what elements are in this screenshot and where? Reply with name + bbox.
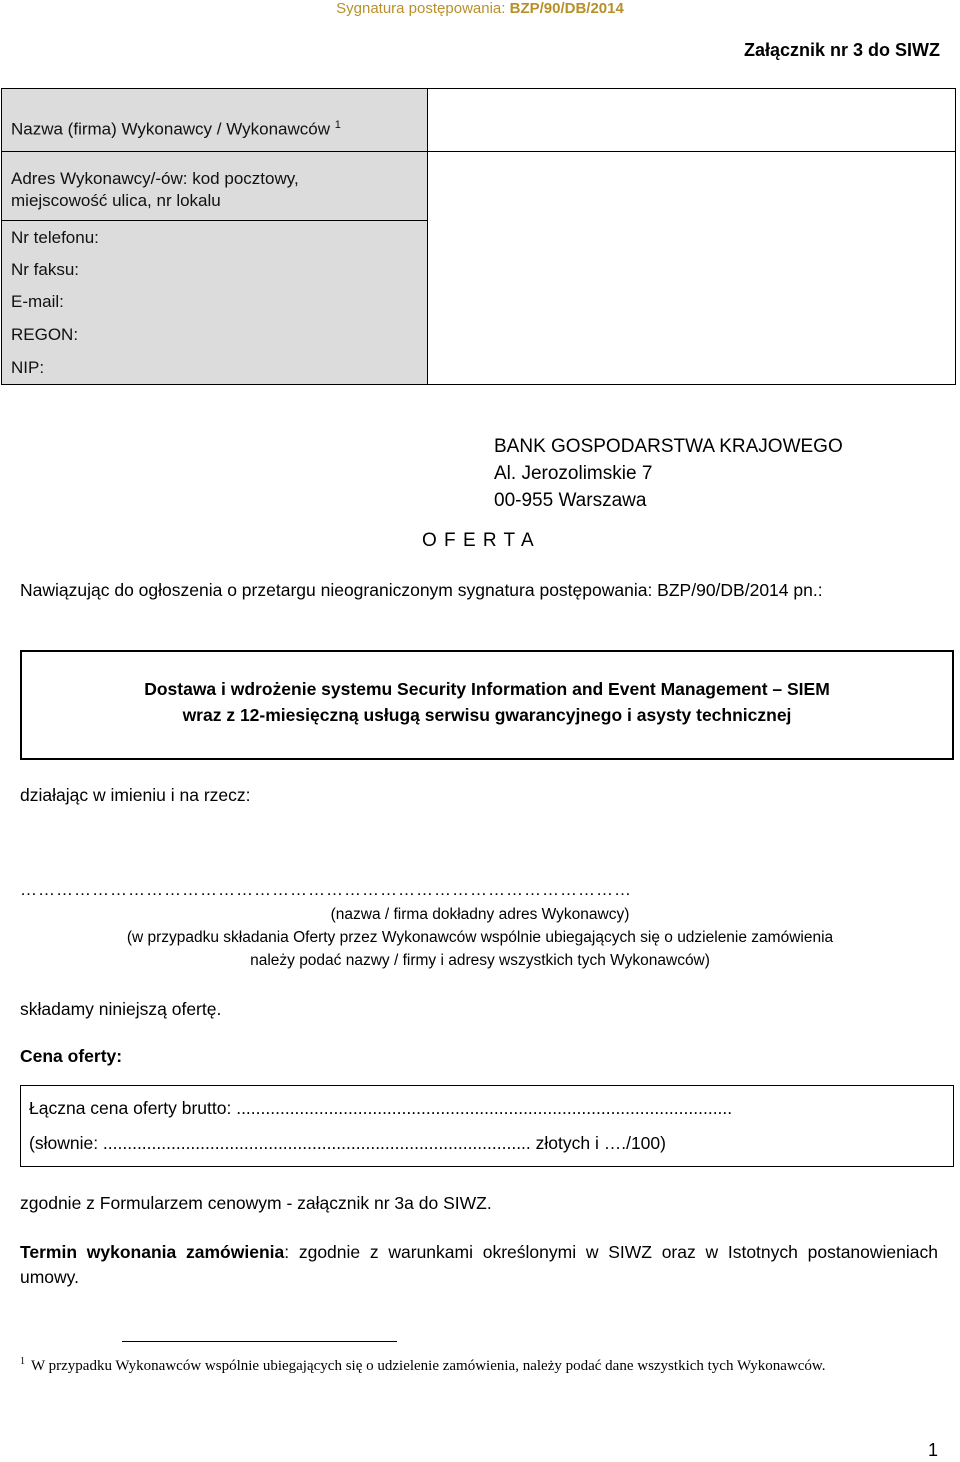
term-heading: Termin wykonania zamówienia: [20, 1242, 285, 1262]
footnote-ref: 1: [334, 119, 341, 131]
price-box: [20, 1085, 954, 1167]
recipient-city: 00-955 Warszawa: [494, 490, 647, 511]
case-signature: [0, 0, 960, 17]
email-label: E-mail:: [11, 292, 64, 311]
row-divider: [2, 151, 955, 152]
contractor-name-label: Nazwa (firma) Wykonawcy / Wykonawców $^1$: [11, 119, 341, 139]
contractor-name-fill-line[interactable]: …………………………………………………………………………………………: [20, 880, 632, 899]
nip-label: NIP:: [11, 358, 45, 377]
fax-label: Nr faksu:: [11, 260, 80, 279]
footnote-number: 1: [20, 1356, 25, 1367]
phone-label: Nr telefonu:: [11, 228, 99, 247]
recipient-street: Al. Jerozolimskie 7: [494, 463, 653, 484]
footnote-separator: [122, 1341, 397, 1342]
annex-title: Załącznik nr 3 do SIWZ: [743, 40, 940, 60]
contractor-name-note: [0, 903, 960, 972]
price-form-reference: zgodnie z Formularzem cenowym - załącznik nr 3a do SIWZ.: [20, 1193, 492, 1213]
price-in-words-field[interactable]: (słownie: ........................................................................................ złotych i …./100): [29, 1133, 666, 1153]
intro-paragraph: Nawiązując do ogłoszenia o przetargu nieograniczonym sygnatura postępowania: BZP/90/DB/2014 pn.:: [20, 580, 823, 600]
acting-on-behalf: działając w imieniu i na rzecz:: [20, 785, 251, 805]
recipient-address: [494, 433, 843, 514]
submit-statement: składamy niniejszą ofertę.: [20, 999, 222, 1019]
address-label-line2: miejscowość ulica, nr lokalu: [11, 191, 221, 210]
contract-subject-box: [20, 650, 954, 760]
footnote: [20, 1351, 945, 1377]
completion-term: [20, 1240, 938, 1290]
subject-line-2: wraz z 12-miesięczną usługą serwisu gwarancyjnego i asysty technicznej: [182, 705, 792, 725]
signature-prefix: Sygnatura postępowania:: [336, 0, 506, 17]
price-heading: Cena oferty:: [20, 1046, 123, 1066]
contractor-details-table: [1, 88, 956, 385]
offer-title: O F E R T A: [422, 530, 535, 551]
term-text: : zgodnie z warunkami określonymi w SIWZ oraz w Istotnych postanowieniach umowy.: [20, 1242, 938, 1287]
name-note-line-3: należy podać nazwy / firmy i adresy wszystkich tych Wykonawców): [250, 952, 710, 969]
page-number: 1: [927, 1440, 938, 1460]
total-price-field[interactable]: Łączna cena oferty brutto: ......................................................................................................: [29, 1098, 733, 1118]
footnote-text: W przypadku Wykonawców wspólnie ubiegających się o udzielenie zamówienia, należy podać dane wszystkich tych Wykonawców.: [31, 1358, 826, 1374]
signature-code: BZP/90/DB/2014: [509, 0, 624, 17]
contractor-value-field[interactable]: [428, 89, 955, 384]
name-note-line-2: (w przypadku składania Oferty przez Wykonawców wspólnie ubiegających się o udzielenie zamówienia: [126, 929, 834, 946]
subject-line-1: Dostawa i wdrożenie systemu Security Information and Event Management – SIEM: [144, 679, 830, 699]
address-label-line1: Adres Wykonawcy/-ów: kod pocztowy,: [11, 169, 299, 188]
row-divider: [2, 220, 427, 221]
regon-label: REGON:: [11, 325, 79, 344]
recipient-name: BANK GOSPODARSTWA KRAJOWEGO: [494, 436, 843, 457]
name-note-line-1: (nazwa / firma dokładny adres Wykonawcy): [330, 906, 630, 923]
